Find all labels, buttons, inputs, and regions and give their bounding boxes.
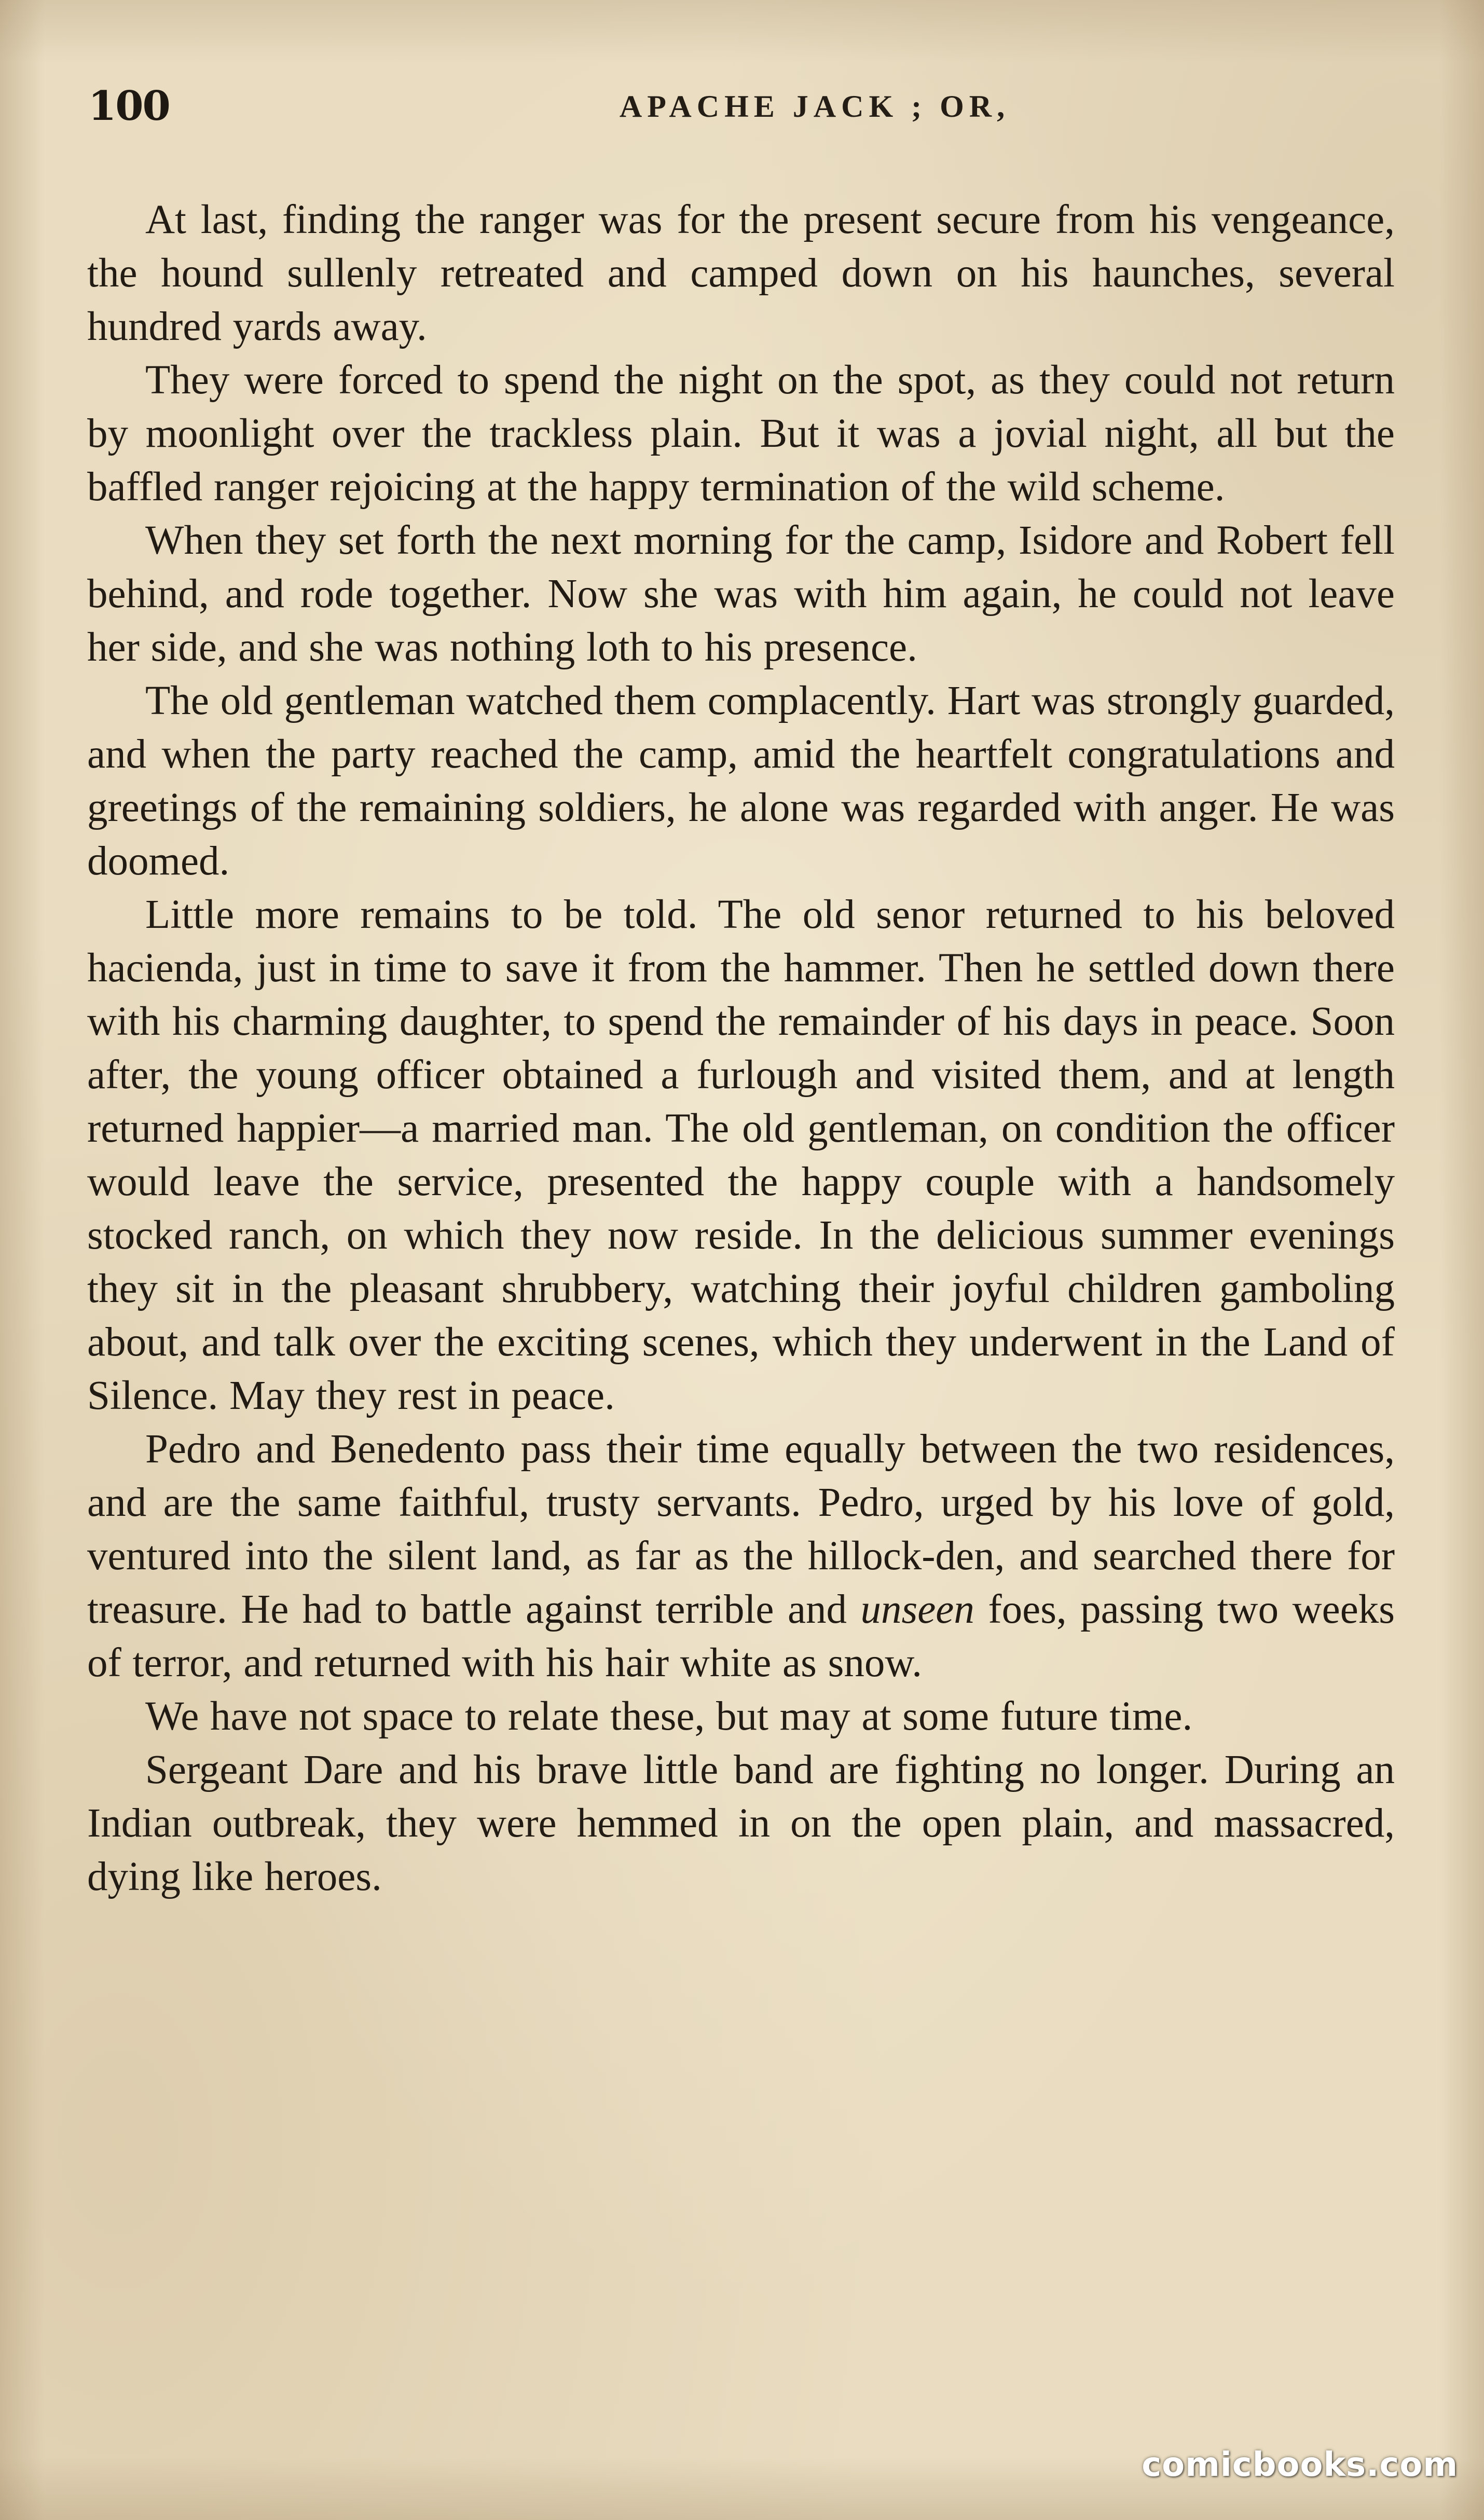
paragraph-pedro-and-benedento (87, 1422, 1395, 1690)
paragraph-return-to-hacienda (87, 888, 1395, 1422)
paragraph-night-on-the-spot (87, 353, 1395, 514)
paragraph-sergeant-dare (87, 1743, 1395, 1903)
paragraph-text-continued: foes, passing two weeks of terror, and returned with his hair white as snow. (87, 1587, 1395, 1686)
paragraph-hart-doomed (87, 674, 1395, 888)
running-header (88, 78, 1396, 135)
running-title: APACHE JACK ; OR, (619, 89, 1010, 124)
page-number: 100 (88, 83, 170, 130)
paragraph-text: At last, finding the ranger was for the present secure from his vengeance, the hound sullenly retreated and camped down on his haunches, several hundred yards away. (87, 197, 1395, 349)
paragraph-no-space (87, 1690, 1395, 1743)
paragraph-text: Little more remains to be told. The old senor returned to his beloved hacienda, just in time to save it from the hammer. Then he settled down there with his charming daughter, to spend the remainder of his days in peace. Soon after, the young officer obtained a furlough and visited them, and at length returned happier—a married man. The old gentleman, on condition the officer would leave the service, presented the happy couple with a handsomely stocked ranch, on which they now reside. In the delicious summer evenings they sit in the pleasant shrubbery, watching their joyful children gamboling about, and talk over the exciting scenes, which they underwent in the Land of Silence. May they rest in peace. (87, 892, 1395, 1418)
paragraph-text: They were forced to spend the night on the spot, as they could not return by moonlight over the trackless plain. But it was a jovial night, all but the baffled ranger rejoicing at the happy termination of the wild scheme. (87, 358, 1395, 510)
paragraph-text: We have not space to relate these, but may at some future time. (145, 1694, 1193, 1739)
paragraph-text: Sergeant Dare and his brave little band are fighting no longer. During an Indian outbreak, they were hemmed in on the open plain, and massacred, dying like heroes. (87, 1747, 1395, 1899)
paragraph-text: The old gentleman watched them complacently. Hart was strongly guarded, and when the party reached the camp, amid the heartfelt congratulations and greetings of the remaining soldiers, he alone was regarded with anger. He was doomed. (87, 678, 1395, 884)
paragraph-ride-together (87, 514, 1395, 674)
italic-word: unseen (860, 1587, 974, 1632)
page-body (87, 193, 1395, 1903)
site-watermark: comicbooks.com (1142, 2446, 1458, 2484)
paragraph-hound-retreats (87, 193, 1395, 353)
paragraph-text: Pedro and Benedento pass their time equally between the two residences, and are the same faithful, trusty servants. Pedro, urged by his love of gold, ventured into the silent land, as far as the hillock-den, and searched there for treasure. He had to battle against terrible and (87, 1427, 1395, 1632)
paragraph-text: When they set forth the next morning for the camp, Isidore and Robert fell behind, and rode together. Now she was with him again, he could not leave her side, and she was nothing loth to his presence. (87, 518, 1395, 670)
